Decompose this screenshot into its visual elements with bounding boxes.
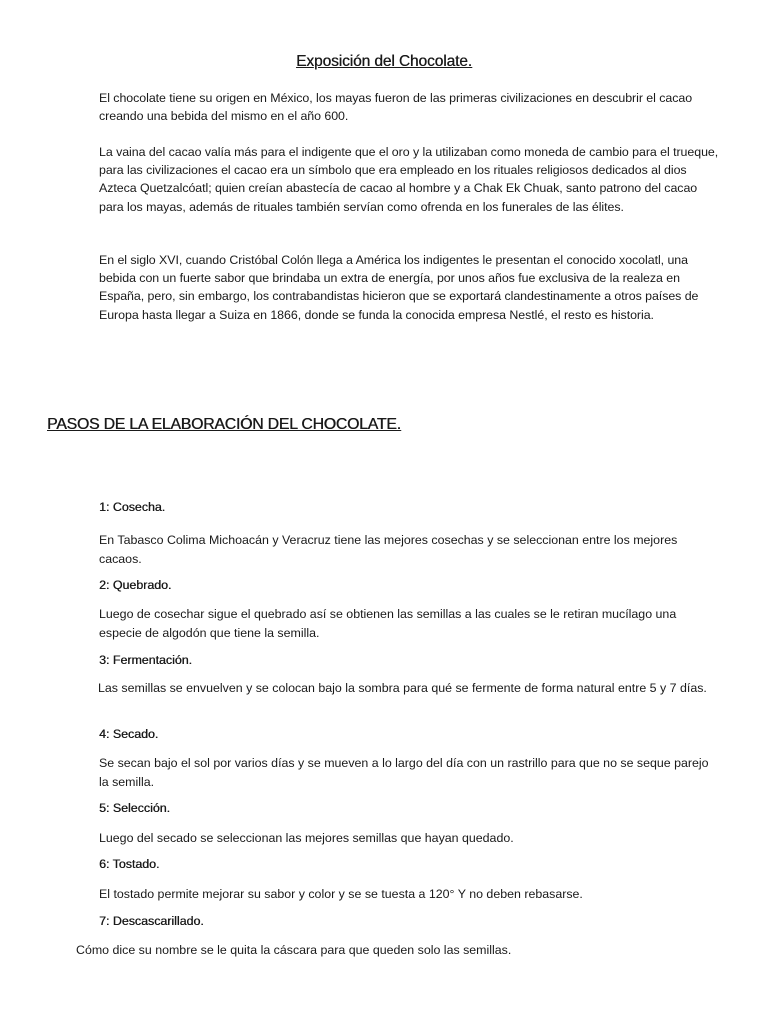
step-title-tostado: 6: Tostado.	[99, 857, 160, 871]
step-text-fermentacion: Las semillas se envuelven y se colocan bajo la sombra para qué se fermente de forma natural entre 5 y 7 días.	[98, 681, 707, 695]
section-heading-steps: PASOS DE LA ELABORACIÓN DEL CHOCOLATE.	[47, 416, 401, 433]
step-title-fermentacion: 3: Fermentación.	[99, 653, 192, 667]
step-text-quebrado: Luego de cosechar sigue el quebrado así se obtienen las semillas a las cuales se le retiran mucílago una especie de algodón que tiene la semilla.	[99, 607, 677, 640]
intro-paragraph-cacao-value: La vaina del cacao valía más para el indigente que el oro y la utilizaban como moneda de cambio para el trueque, para las civilizaciones el cacao era un símbolo que era empleado en los rituales religiosos dedicados al dios Azteca Quetzalcóatl; quien creían abastecía de cacao al hombre y a Chak Ek Chuak, santo patrono del cacao para los mayas, además de rituales también servían como ofrenda en los funerales de las élites.	[99, 145, 719, 214]
step-title-secado: 4: Secado.	[99, 727, 159, 741]
step-title-quebrado: 2: Quebrado.	[99, 578, 172, 592]
step-text-descascarillado: Cómo dice su nombre se le quita la cáscara para que queden solo las semillas.	[76, 943, 512, 957]
step-text-tostado: El tostado permite mejorar su sabor y color y se se tuesta a 120° Y no deben rebasarse.	[99, 887, 583, 901]
step-title-seleccion: 5: Selección.	[99, 801, 170, 815]
step-text-cosecha: En Tabasco Colima Michoacán y Veracruz tiene las mejores cosechas y se seleccionan entre los mejores cacaos.	[99, 533, 678, 566]
intro-paragraph-colon: En el siglo XVI, cuando Cristóbal Colón llega a América los indigentes le presentan el conocido xocolatl, una bebida con un fuerte sabor que brindaba un extra de energía, por unos años fue exclusiva de la realeza en España, pero, sin embargo, los contrabandistas hicieron que se exportará clandestinamente a otros países de Europa hasta llegar a Suiza en 1866, donde se funda la conocida empresa Nestlé, el resto es historia.	[99, 253, 699, 322]
step-title-cosecha: 1: Cosecha.	[99, 500, 166, 514]
document-title: Exposición del Chocolate.	[296, 53, 472, 70]
step-title-descascarillado: 7: Descascarillado.	[99, 914, 204, 928]
step-text-secado: Se secan bajo el sol por varios días y se mueven a lo largo del día con un rastrillo para que no se seque parejo la semilla.	[99, 756, 709, 789]
intro-paragraph-origin: El chocolate tiene su origen en México, los mayas fueron de las primeras civilizaciones en descubrir el cacao creando una bebida del mismo en el año 600.	[99, 91, 693, 124]
step-text-seleccion: Luego del secado se seleccionan las mejores semillas que hayan quedado.	[99, 831, 514, 845]
